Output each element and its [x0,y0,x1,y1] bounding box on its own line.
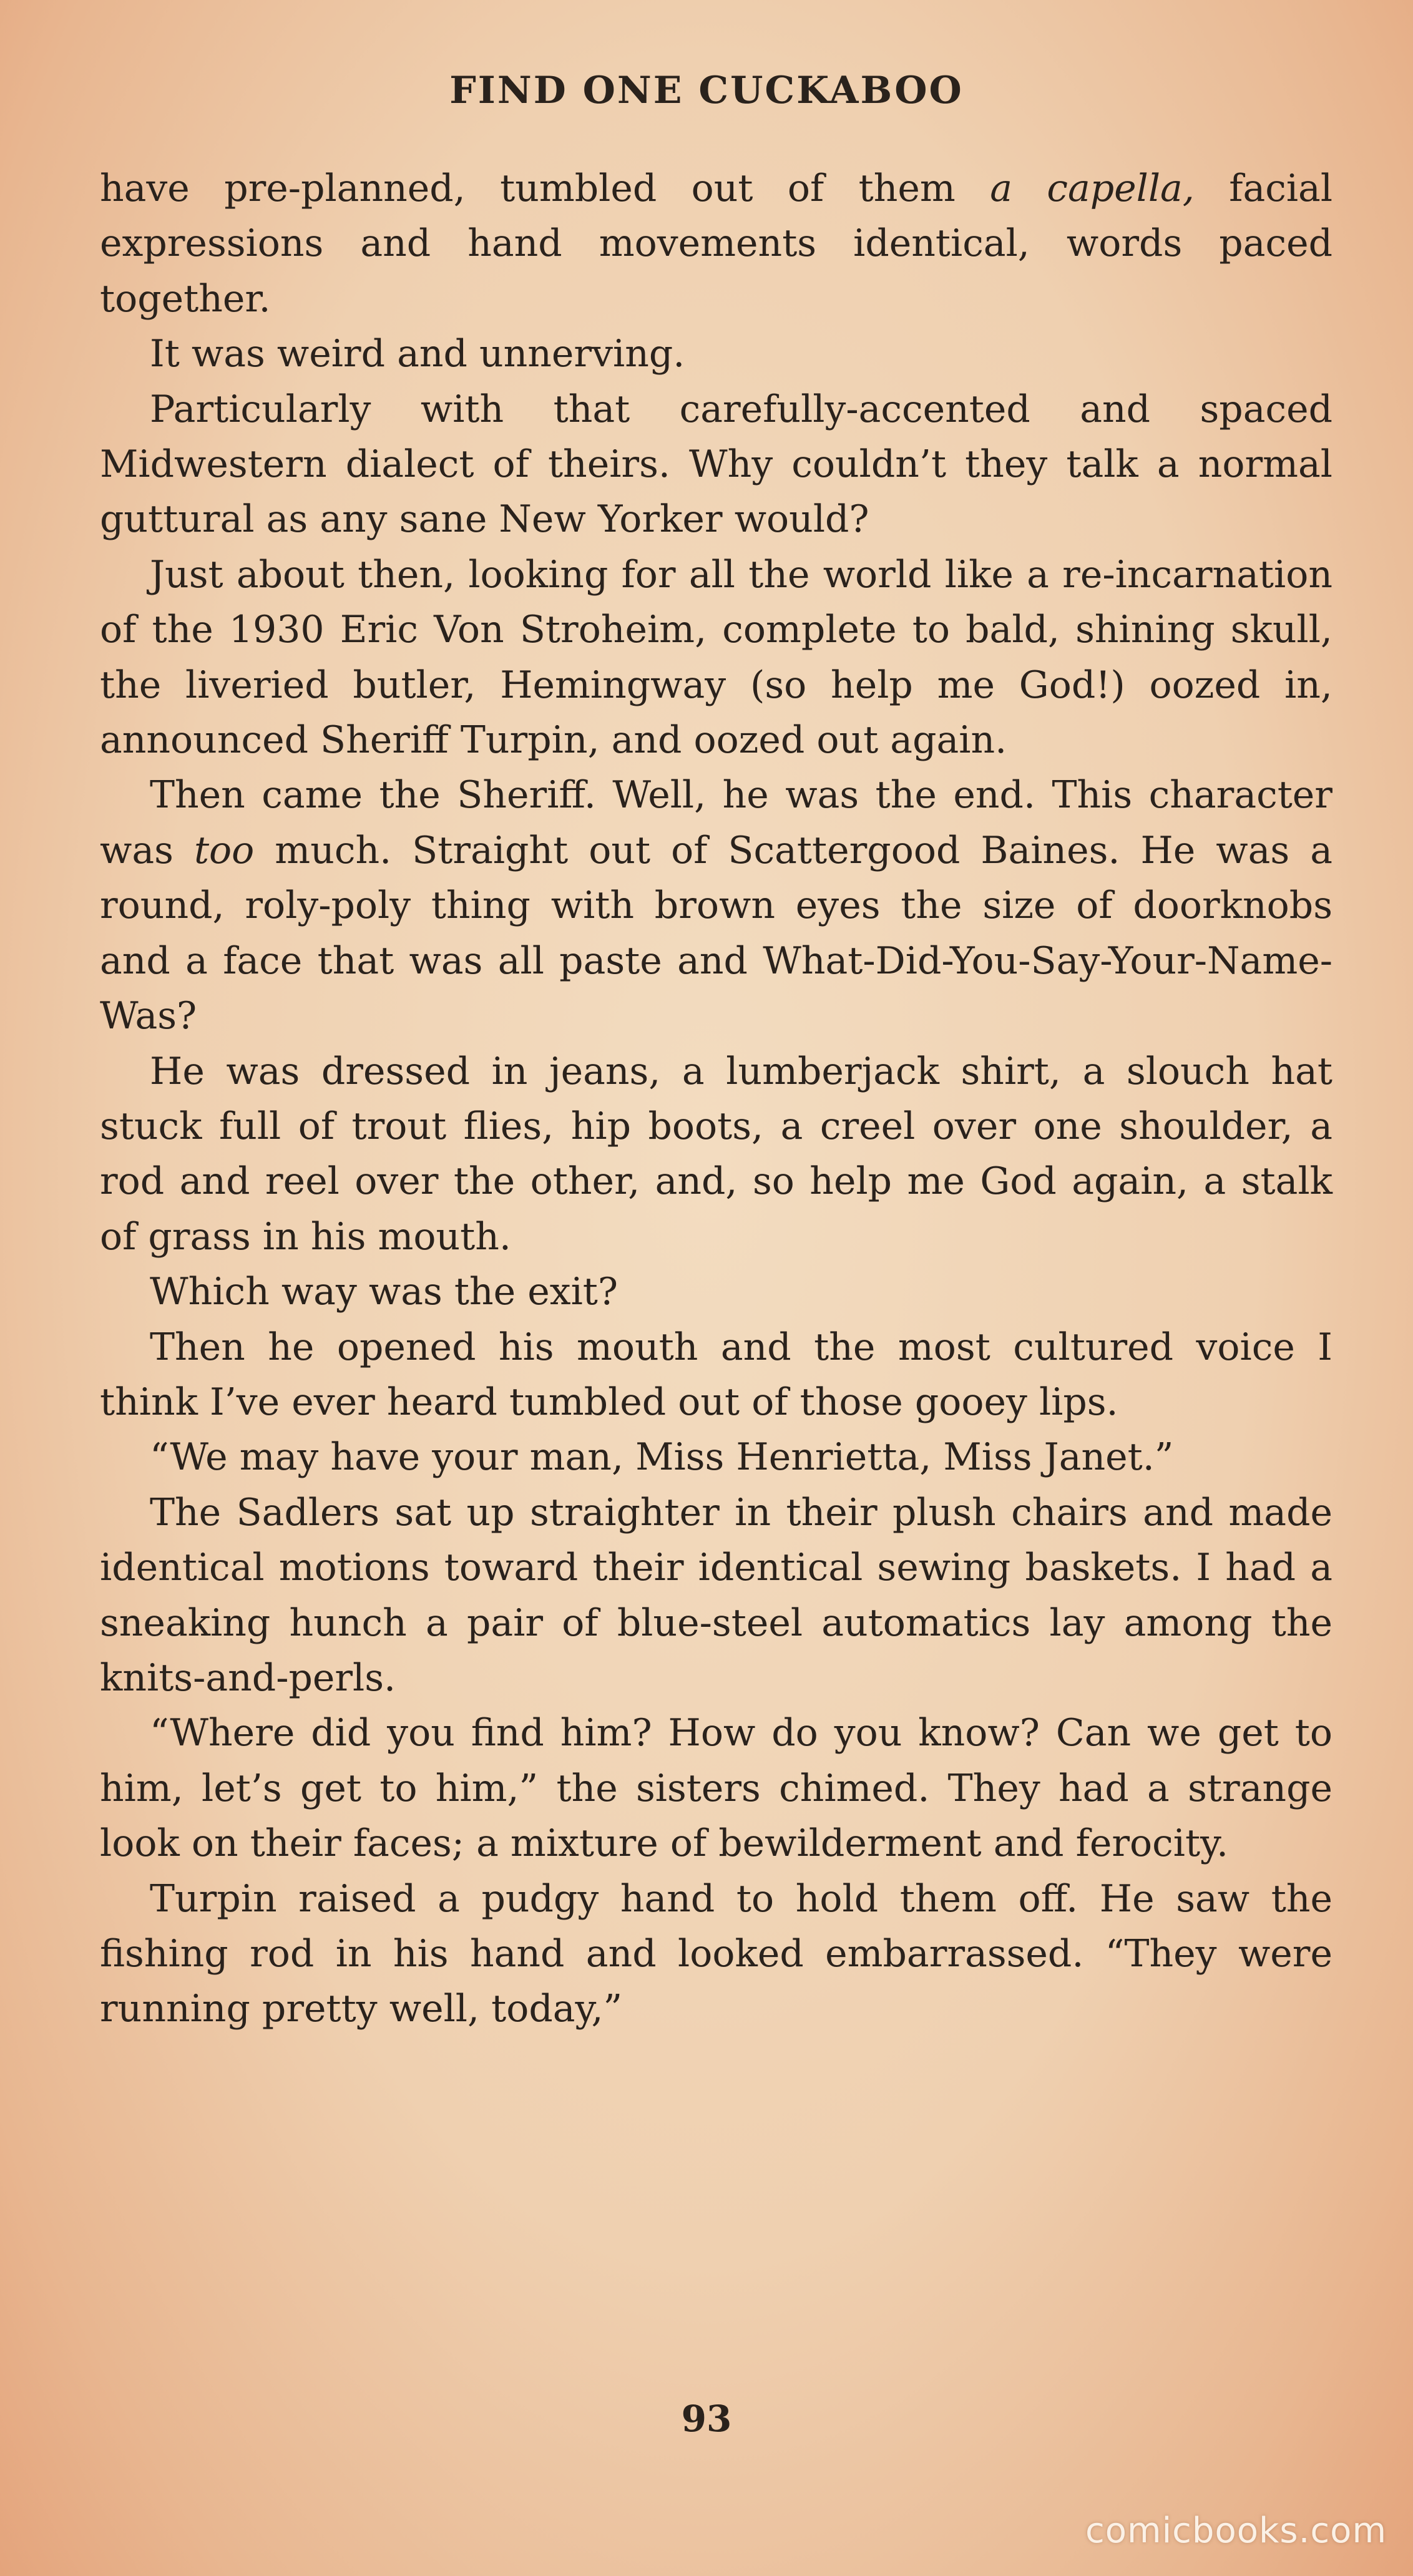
paragraph-10: The Sadlers sat up straighter in their plush chairs and made identical motions toward their identical sewing baskets. I had a sneaking hunch a pair of blue-steel automatics lay among the knits-and-perls. [100,1490,1332,1700]
page-number: 93 [681,2398,732,2440]
paragraph-1-text-end: facial expressions and hand movements identical, words paced together. [100,167,1333,321]
paragraph-5-text-start: Then came the Sheriff. Well, he was the end. This character was [100,773,1332,872]
paragraph-2: It was weird and unnerving. [150,332,685,376]
paragraph-11: “Where did you find him? How do you know? Can we get to him, let’s get to him,” the sisters chimed. They had a strange look on their faces; a mixture of bewilderment and ferocity. [100,1711,1332,1866]
paragraph-9: “We may have your man, Miss Henrietta, Miss Janet.” [150,1435,1174,1480]
paragraph-5 [100,768,1332,1043]
paragraph-8: Then he opened his mouth and the most cultured voice I think I’ve ever heard tumbled out of those gooey lips. [100,1325,1332,1424]
paragraph-6: He was dressed in jeans, a lumberjack shirt, a slouch hat stuck full of trout flies, hip boots, a creel over one shoulder, a rod and reel over the other, and, so help me God again, a stalk of grass in his mouth. [100,1049,1332,1259]
paragraph-1-text-start: have pre-planned, tumbled out of them [100,167,990,210]
paragraph-1-italic: a capella, [990,167,1195,210]
paragraph-5-text-end: much. Straight out of Scattergood Baines. He was a round, roly-poly thing with brown eyes the size of doorknobs and a face that was all paste and What-Did-You-Say-Your-Name-Was? [100,828,1332,1038]
paragraph-4: Just about then, looking for all the world like a re-incarnation of the 1930 Eric Von Stroheim, complete to bald, shining skull, the liveried butler, Hemingway (so help me God!) oozed in, announced Sheriff Turpin, and oozed out again. [100,552,1332,763]
paragraph-7: Which way was the exit? [150,1270,618,1314]
paragraph-3: Particularly with that carefully-accented and spaced Midwestern dialect of theirs. Why couldn’t they talk a normal guttural as any sane New Yorker would? [100,387,1332,542]
body-text [100,161,1332,2037]
site-watermark: comicbooks.com [1085,2510,1387,2551]
paragraph-1 [100,161,1332,326]
paragraph-5-italic: too [193,828,255,872]
running-title: FIND ONE CUCKABOO [449,69,964,112]
paragraph-12: Turpin raised a pudgy hand to hold them off. He saw the fishing rod in his hand and looked embarrassed. “They were running pretty well, today,” [100,1876,1332,2031]
